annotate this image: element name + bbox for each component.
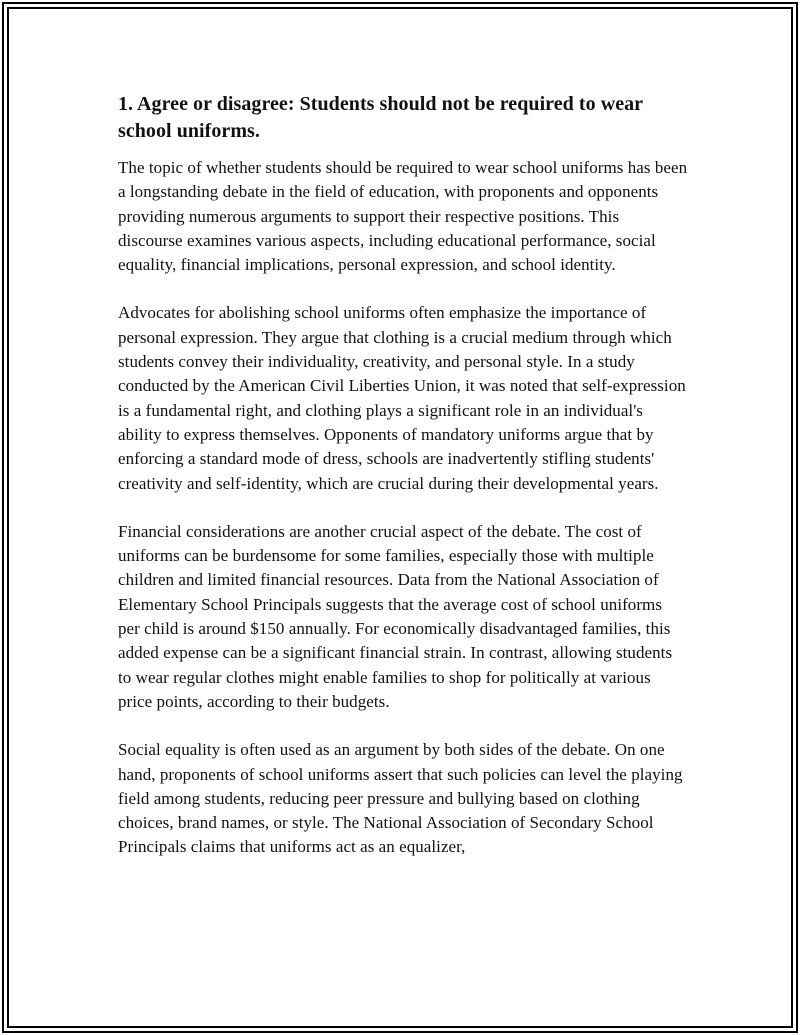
essay-document (118, 91, 688, 860)
paragraph-personal-expression: Advocates for abolishing school uniforms often emphasize the importance of personal expression. They argue that clothing is a crucial medium through which students convey their individuality, creativity, and personal style. In a study conducted by the American Civil Liberties Union, it was noted that self-expression is a fundamental right, and clothing plays a significant role in an individual's ability to express themselves. Opponents of mandatory uniforms argue that by enforcing a standard mode of dress, schools are inadvertently stifling students' creativity and self-identity, which are crucial during their developmental years. (118, 303, 686, 493)
paragraph-financial-considerations: Financial considerations are another crucial aspect of the debate. The cost of uniforms can be burdensome for some families, especially those with multiple children and limited financial resources. Data from the National Association of Elementary School Principals suggests that the average cost of school uniforms per child is around $150 annually. For economically disadvantaged families, this added expense can be a significant financial strain. In contrast, allowing students to wear regular clothes might enable families to shop for politically at various price points, according to their budgets. (118, 521, 673, 711)
essay-title: 1. Agree or disagree: Students should not be required to wear school uniforms. (118, 93, 643, 142)
paragraph-social-equality: Social equality is often used as an argument by both sides of the debate. On one hand, proponents of school uniforms assert that such policies can level the playing field among students, reducing peer pressure and bullying based on clothing choices, brand names, or style. The National Association of Secondary School Principals claims that uniforms act as an equalizer, (118, 740, 683, 857)
paragraph-introduction: The topic of whether students should be required to wear school uniforms has been a longstanding debate in the field of education, with proponents and opponents providing numerous arguments to support their respective positions. This discourse examines various aspects, including educational performance, social equality, financial implications, personal expression, and school identity. (118, 158, 688, 275)
